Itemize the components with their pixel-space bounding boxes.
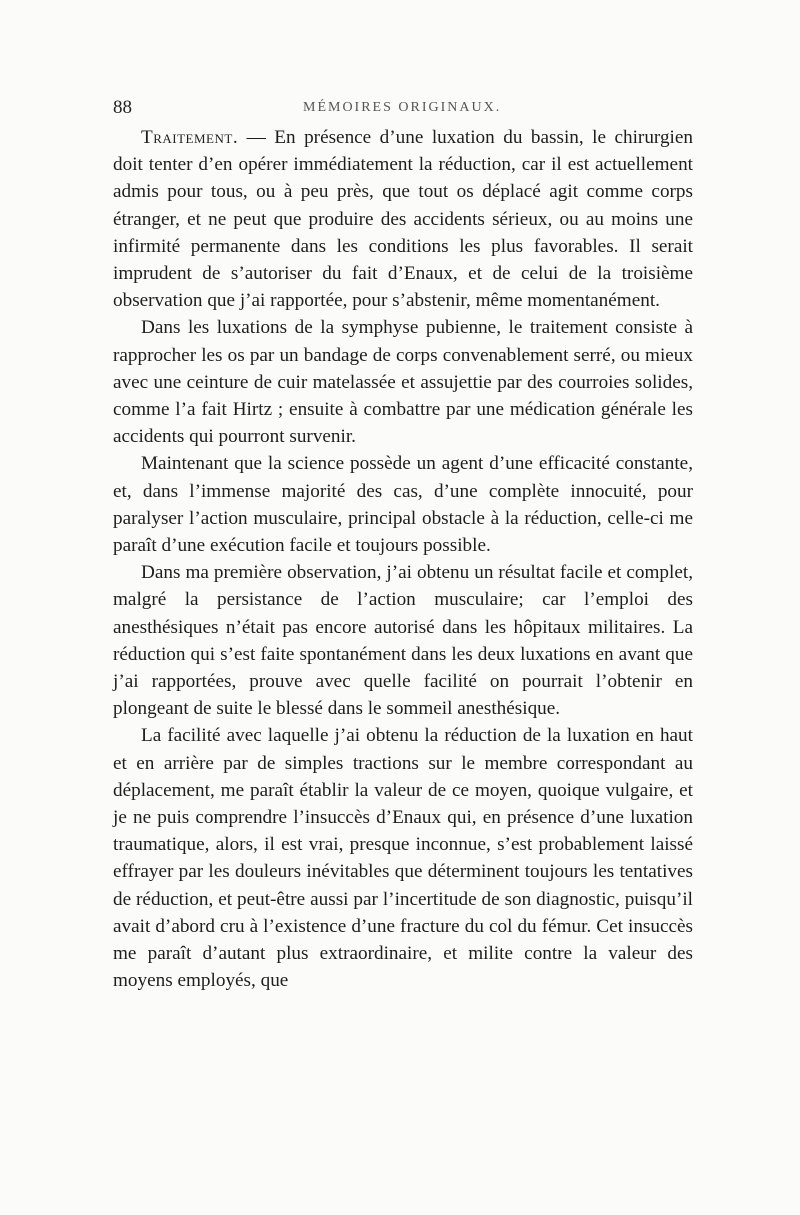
paragraph-traitement xyxy=(113,124,693,314)
running-head xyxy=(113,97,693,121)
paragraph-maintenant: Maintenant que la science possède un agent d’une efficacité constante, et, dans l’immense majorité des cas, d’une complète innocuité, pour paralyser l’action musculaire, principal obstacle à la réduction, celle-ci me paraît d’une exécution facile et toujours possible. xyxy=(113,453,693,557)
paragraph-premiere-observation: Dans ma première observation, j’ai obtenu un résultat facile et complet, malgré la persistance de l’action musculaire; car l’emploi des anesthésiques n’était pas encore autorisé dans les hôpitaux militaires. La réduction qui s’est faite spontanément dans les deux luxations en avant que j’ai rapportées, prouve avec quelle facilité on pourrait l’obtenir en plongeant de suite le blessé dans le sommeil anesthésique. xyxy=(113,562,693,720)
paragraph-symphyse: Dans les luxations de la symphyse pubienne, le traitement consiste à rapprocher les os par un bandage de corps convenablement serré, ou mieux avec une ceinture de cuir matelassée et assujettie par des courroies solides, comme l’a fait Hirtz ; ensuite à combattre par une médication générale les accidents qui pourront survenir. xyxy=(113,317,693,448)
body-text xyxy=(113,124,693,995)
running-title: MÉMOIRES ORIGINAUX. xyxy=(303,100,502,115)
paragraph-facilite: La facilité avec laquelle j’ai obtenu la réduction de la luxation en haut et en arrière par de simples tractions sur le membre correspondant au déplacement, me paraît établir la valeur de ce moyen, quoique vulgaire, et je ne puis comprendre l’insuccès d’Enaux qui, en présence d’une luxation traumatique, alors, il est vrai, presque inconnue, s’est probablement laissé effrayer par les douleurs inévitables que déterminent toujours les tentatives de réduction, et peut-être aussi par l’incertitude de son diagnostic, puisqu’il avait d’abord cru à l’existence d’une fracture du col du fémur. Cet insuccès me paraît d’autant plus extraordinaire, et milite contre la valeur des moyens employés, que xyxy=(113,725,693,992)
page-number: 88 xyxy=(113,97,132,118)
section-lead: Traitement. xyxy=(141,127,239,148)
paragraph-text: — En présence d’une luxation du bassin, le chirurgien doit tenter d’en opérer immédiatement la réduction, car il est actuellement admis pour tous, ou à peu près, que tout os déplacé agit comme corps étranger, et ne peut que produire des accidents sérieux, ou au moins une infirmité permanente dans les conditions les plus favorables. Il serait imprudent de s’autoriser du fait d’Enaux, et de celui de la troisième observation que j’ai rapportée, pour s’abstenir, même momentanément. xyxy=(113,127,693,312)
